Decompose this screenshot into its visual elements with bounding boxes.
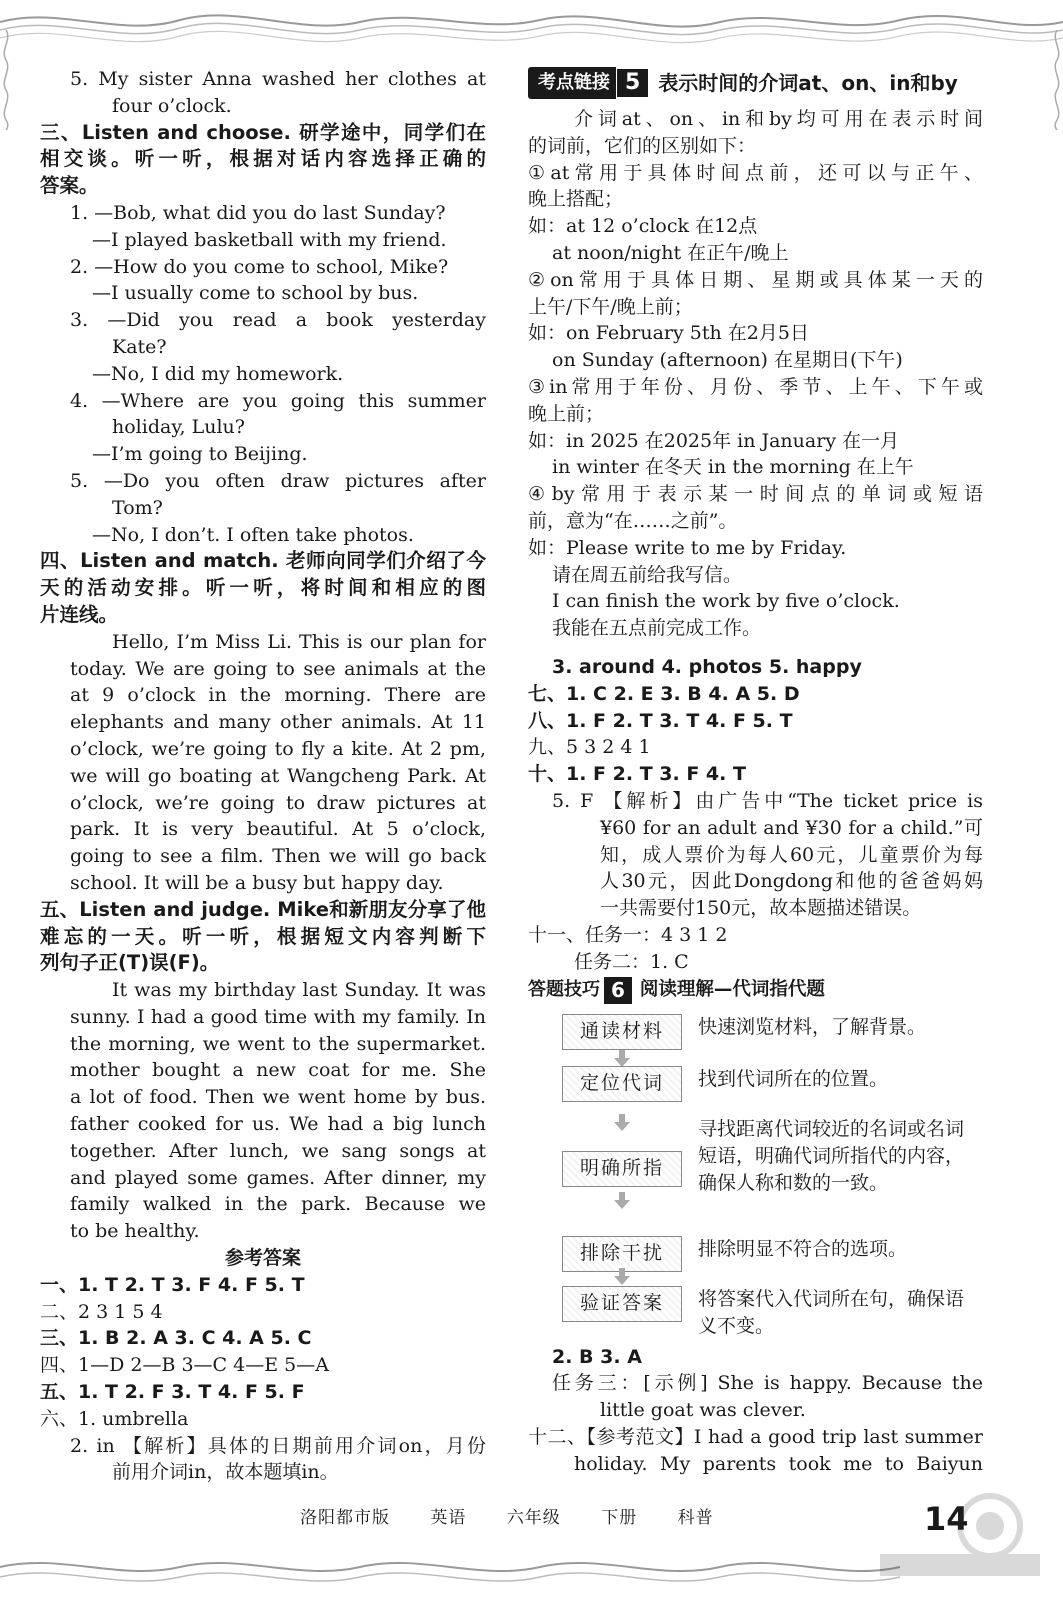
note-text-line: 请在周五前给我写信。	[552, 563, 743, 586]
flow-step-desc: 寻找距离代词较近的名词或名词短语，明确代词所指代的内容，确保人称和数的一致。	[698, 1117, 965, 1194]
flow-step-box: 明确所指	[562, 1151, 682, 1187]
note-text-line: in winter 在冬天 in the morning 在上午	[552, 456, 914, 479]
flow-step-desc: 找到代词所在的位置。	[698, 1067, 889, 1090]
left-text-line: together. After lunch, we sang songs at	[70, 1139, 486, 1162]
left-text-line: park. It is very beautiful. At 5 o’clock,	[70, 818, 486, 841]
left-text-line: at 9 o’clock in the morning. There are	[70, 684, 486, 707]
flow-step-desc: 将答案代入代词所在句，确保语义不变。	[698, 1287, 965, 1337]
footer-subject: 英语	[430, 1508, 467, 1528]
tips-badge: 答题技巧	[528, 979, 600, 1001]
note-text-line: ③in常用于年份、月份、季节、上午、下午或	[528, 375, 983, 398]
footer-volume: 下册	[601, 1508, 638, 1528]
note-text-line: 如：on February 5th 在2月5日	[528, 322, 809, 345]
note-text-line: 如：in 2025 在2025年 in January 在一月	[528, 429, 900, 452]
note-text-line: 上午/下午/晚上前；	[528, 295, 693, 318]
left-text-line: 2. in 【解析】具体的日期前用介词on，月份	[70, 1434, 486, 1457]
answer-text-line: 十、1. F 2. T 3. F 4. T	[528, 763, 746, 786]
left-text-line: —No, I don’t. I often take photos.	[92, 523, 414, 546]
down-arrow-icon	[612, 1192, 632, 1210]
kaodian-number: 5	[617, 69, 648, 98]
answer-text-line: 十一、任务一：4 3 1 2	[528, 923, 728, 946]
down-arrow-icon	[612, 1114, 632, 1132]
left-text-line: father cooked for us. We had a big lunch	[70, 1113, 486, 1136]
answer-text-line: 七、1. C 2. E 3. B 4. A 5. D	[528, 682, 800, 705]
flow-step-box: 定位代词	[562, 1066, 682, 1102]
left-text-line: 前用介词in，故本题填in。	[112, 1461, 339, 1484]
page-footer	[300, 1503, 748, 1528]
footer-grade: 六年级	[506, 1508, 561, 1528]
page-number: 14	[924, 1500, 969, 1538]
left-text-line: 3. —Did you read a book yesterday	[70, 309, 486, 332]
flow-step-box: 验证答案	[562, 1286, 682, 1322]
left-text-line: mother bought a new coat for me. She	[70, 1059, 486, 1082]
left-text-line: 五、1. T 2. F 3. T 4. F 5. F	[40, 1381, 305, 1404]
flow-step-desc: 快速浏览材料，了解背景。	[698, 1015, 927, 1038]
note-text-line: 的词前，它们的区别如下：	[528, 134, 757, 157]
left-text-line: 4. —Where are you going this summer	[70, 389, 486, 412]
footer-publisher: 科普	[677, 1508, 714, 1528]
left-text-line: sunny. I had a good time with my family. In	[70, 1005, 486, 1028]
left-text-line: 五、Listen and judge. Mike和新朋友分享了他	[40, 897, 486, 921]
left-text-line: 四、Listen and match. 老师向同学们介绍了今	[40, 549, 486, 573]
left-text-line: 难忘的一天。听一听，根据短文内容判断下	[40, 924, 486, 948]
note-text-line: ①at常用于具体时间点前，还可以与正午、	[528, 161, 983, 184]
left-text-line: 参考答案	[224, 1247, 301, 1270]
flow-step-box: 通读材料	[562, 1014, 682, 1050]
note-text-line: 如：Please write to me by Friday.	[528, 536, 847, 559]
watermark-logo	[870, 1488, 1050, 1584]
kaodian-title: 表示时间的介词at、on、in和by	[658, 70, 958, 95]
note-text-line: 介词at、on、in和by均可用在表示时间	[574, 108, 983, 130]
left-text-line: holiday, Lulu?	[112, 416, 245, 439]
preposition-notes	[528, 106, 983, 642]
left-text-line: 列句子正(T)误(F)。	[40, 951, 220, 975]
left-text-line: 5. My sister Anna washed her clothes at	[70, 68, 486, 90]
answer-text-line: 任务三：[示例] She is happy. Because the	[552, 1372, 983, 1395]
left-text-line: 2. —How do you come to school, Mike?	[70, 255, 449, 278]
left-text-line: a lot of food. Then we went home by bus.	[70, 1086, 486, 1109]
kaodian-link-header	[528, 66, 983, 100]
left-text-line: 1. —Bob, what did you do last Sunday?	[70, 201, 446, 224]
kaodian-badge: 考点链接	[528, 67, 616, 100]
left-text-line: school. It will be a busy but happy day.	[70, 871, 444, 894]
left-text-line: —I played basketball with my friend.	[92, 228, 447, 251]
answer-text-line: 知，成人票价为每人60元，儿童票价为每	[600, 843, 983, 866]
left-text-line: 三、1. B 2. A 3. C 4. A 5. C	[40, 1327, 312, 1350]
note-text-line: on Sunday (afternoon) 在星期日(下午)	[552, 349, 903, 372]
answer-text-line: 任务二：1. C	[574, 950, 689, 973]
note-text-line: 晚上搭配；	[528, 188, 624, 211]
left-text-line: o’clock, we’re going to fly a kite. At 2 pm,	[70, 737, 486, 760]
answer-list-end	[528, 1344, 983, 1478]
answer-text-line: 5. F 【解析】由广告中“The ticket price is	[552, 789, 983, 812]
left-text-line: It was my birthday last Sunday. It was	[112, 979, 486, 1002]
wavy-border-right	[1049, 30, 1063, 130]
left-text-line: and played some games. After dinner, my	[70, 1166, 486, 1189]
note-text-line: ②on常用于具体日期、星期或具体某一天的	[528, 268, 983, 291]
left-text-line: four o’clock.	[112, 94, 232, 117]
answer-text-line: 一共需要付150元，故本题描述错误。	[600, 897, 922, 920]
left-text-line: —I usually come to school by bus.	[92, 282, 419, 305]
answer-text-line: 十二、【参考范文】I had a good trip last summer	[528, 1425, 983, 1448]
left-text-line: family walked in the park. Because we	[70, 1193, 486, 1216]
down-arrow-icon	[612, 1268, 632, 1286]
tips-number: 6	[604, 977, 632, 1004]
left-text-line: 二、2 3 1 5 4	[40, 1300, 163, 1323]
answer-text-line: holiday. My parents took me to Baiyun	[574, 1452, 983, 1475]
note-text-line: ④by常用于表示某一时间点的单词或短语	[528, 483, 983, 506]
left-text-line: to be healthy.	[70, 1220, 200, 1243]
note-text-line: 晚上前；	[528, 402, 605, 425]
left-text-line: going to see a film. Then we will go back	[70, 845, 486, 868]
left-text-line: 天的活动安排。听一听，将时间和相应的图	[40, 576, 486, 600]
left-text-line: 六、1. umbrella	[40, 1407, 189, 1430]
note-text-line: I can finish the work by five o’clock.	[552, 590, 900, 613]
note-text-line: 我能在五点前完成工作。	[552, 617, 762, 640]
footer-edition: 洛阳都市版	[300, 1508, 390, 1528]
left-text-line: 三、Listen and choose. 研学途中，同学们在	[40, 120, 486, 144]
answer-text-line: 九、5 3 2 4 1	[528, 736, 651, 759]
left-text-line: today. We are going to see animals at the	[70, 657, 486, 680]
answer-text-line: 八、1. F 2. T 3. T 4. F 5. T	[528, 709, 793, 732]
left-text-line: 答案。	[40, 174, 99, 198]
left-text-line: —No, I did my homework.	[92, 362, 344, 385]
note-text-line: at noon/night 在正午/晚上	[552, 241, 789, 264]
left-text-line: Tom?	[112, 496, 163, 519]
left-text-line: elephants and many other animals. At 11	[70, 711, 486, 734]
answer-text-line: ¥60 for an adult and ¥30 for a child.”可	[600, 816, 983, 839]
note-text-line: 前，意为“在……之前”。	[528, 509, 738, 532]
left-text-line: 5. —Do you often draw pictures after	[70, 469, 486, 492]
answer-text-line: little goat was clever.	[600, 1399, 806, 1422]
left-text-line: Kate?	[112, 335, 167, 358]
left-text-line: the morning, we went to the supermarket.	[70, 1032, 486, 1055]
answer-text-line: 3. around 4. photos 5. happy	[552, 655, 862, 678]
left-text-line: 一、1. T 2. T 3. F 4. F 5. T	[40, 1273, 305, 1296]
answer-text-line: 人30元，因此Dongdong和他的爸爸妈妈	[600, 870, 983, 893]
answer-list-continued	[528, 654, 983, 976]
tips-header	[528, 976, 983, 1006]
left-text-line: o’clock, we’re going to draw pictures at	[70, 791, 486, 814]
flow-step-box: 排除干扰	[562, 1236, 682, 1272]
left-text-line: —I’m going to Beijing.	[92, 443, 308, 466]
left-text-line: 相交谈。听一听，根据对话内容选择正确的	[40, 147, 486, 171]
left-text-line: 片连线。	[40, 602, 119, 626]
tips-title: 阅读理解—代词指代题	[639, 979, 825, 1001]
note-text-line: 如：at 12 o’clock 在12点	[528, 215, 758, 238]
left-column	[40, 66, 486, 1486]
flow-step-desc: 排除明显不符合的选项。	[698, 1237, 908, 1260]
left-text-line: Hello, I’m Miss Li. This is our plan for	[112, 630, 486, 653]
wavy-border-left	[0, 30, 14, 130]
tips-flowchart	[528, 1014, 983, 1344]
left-text-line: we will go boating at Wangcheng Park. At	[70, 764, 486, 787]
left-text-line: 四、1—D 2—B 3—C 4—E 5—A	[40, 1354, 329, 1377]
answer-text-line: 2. B 3. A	[552, 1345, 642, 1368]
wavy-border-top	[0, 0, 1063, 60]
right-column	[528, 66, 983, 1477]
